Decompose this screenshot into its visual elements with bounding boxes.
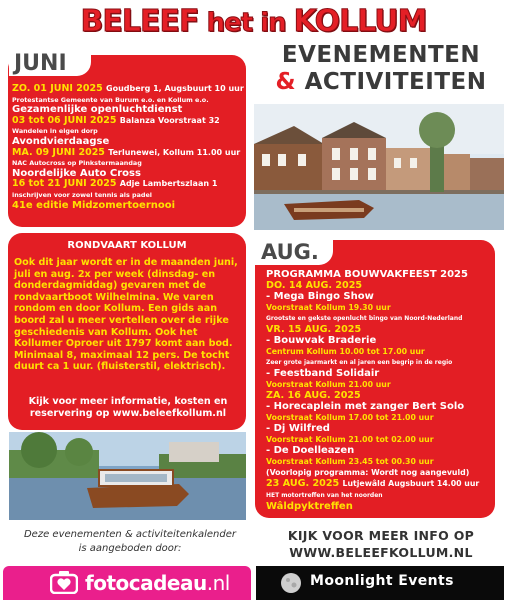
subtitle-line1: EVENEMENTEN xyxy=(281,42,481,68)
last-event-line xyxy=(266,478,494,490)
event-note: Protestantse Gemeente van Burum e.o. en Kollum e.o. xyxy=(12,95,209,104)
event-name: - De Doelleazen xyxy=(266,445,355,456)
event-name: - Horecaplein met zanger Bert Solo xyxy=(266,401,465,412)
credit-line1: Deze evenementen & activiteitenkalender xyxy=(23,529,237,540)
june-line xyxy=(12,84,244,95)
moon-icon xyxy=(280,572,302,598)
title-beleef: BELEEF xyxy=(80,4,199,39)
rondvaart-info xyxy=(14,396,242,420)
event-place: Balanza Voorstraat 32 xyxy=(119,115,220,125)
event-name: Noordelijke Auto Cross xyxy=(12,167,141,179)
event-name: - Dj Wilfred xyxy=(266,423,330,434)
moonlight-logo-text: Moonlight Events xyxy=(310,573,454,589)
provisional-note: (Voorlopig programma: Wordt nog aangevuld) xyxy=(266,468,470,477)
june-label: JUNI xyxy=(14,51,67,76)
event-info: Voorstraat Kollum 21.00 uur xyxy=(266,380,391,389)
more-info xyxy=(256,527,506,561)
event-date: 16 tot 21 JUNI 2025 xyxy=(12,178,120,190)
event-place: Goudberg 1, Augsbuurt 10 uur xyxy=(106,84,244,93)
event-note: Grootste en gekste openlucht bingo van Noord-Nederland xyxy=(266,315,463,322)
day-date: DO. 14 AUG. 2025 xyxy=(266,280,363,291)
event-info: Voorstraat Kollum 19.30 uur xyxy=(266,303,391,312)
day-date: 23 AUG. 2025 xyxy=(266,478,343,489)
event-place: Adje Lambertszlaan 1 xyxy=(119,179,218,189)
more-info-line1: KIJK VOOR MEER INFO OP xyxy=(287,528,475,543)
june-line xyxy=(12,179,244,190)
program-title: PROGRAMMA BOUWVAKFEEST 2025 xyxy=(266,269,468,280)
june-line xyxy=(12,116,244,127)
day-date: VR. 15 AUG. 2025 xyxy=(266,324,362,335)
fotocadeau-tld: .nl xyxy=(206,571,230,595)
credit-text xyxy=(10,528,250,556)
august-events xyxy=(266,269,494,512)
event-name: - Feestband Solidair xyxy=(266,368,380,379)
title-kollum: KOLLUM xyxy=(293,4,427,39)
subtitle-activiteiten: ACTIVITEITEN xyxy=(296,69,487,95)
rondvaart-title: RONDVAART KOLLUM xyxy=(67,240,187,251)
rondvaart-info-line1: Kijk voor meer informatie, kosten en xyxy=(28,396,228,407)
rondvaart-body: Ook dit jaar wordt er in de maanden juni, juli en aug. 2x per week (dinsdag- en donderdagmiddag) gevaren met de rondvaartboot Wilhelmina. We varen rondom en door Kollum. Een gids aan boord zal u meer vertellen over de rijke geschiedenis van Kollum. Ook het Kollumer Oproer uit 1797 komt aan bod. Minimaal 8, maximaal 12 pers. De tocht duurt ca 1 uur. (fluisterstil, elektrisch). xyxy=(14,257,238,373)
subtitle-amp: & xyxy=(275,69,297,95)
event-place: Terlunewei, Kollum 11.00 uur xyxy=(108,147,241,157)
june-events xyxy=(12,84,244,211)
event-date: 03 tot 06 JUNI 2025 xyxy=(12,114,120,126)
subtitle-events xyxy=(256,42,506,96)
event-name: Avondvierdaagse xyxy=(12,135,110,147)
fotocadeau-logo-text xyxy=(85,571,230,595)
june-line xyxy=(12,148,244,159)
august-label: AUG. xyxy=(261,240,319,264)
event-name: 41e editie Midzomertoernooi xyxy=(12,199,176,211)
subtitle-line2 xyxy=(256,69,506,96)
rondvaart-info-line2[interactable]: reservering op www.beleefkollum.nl xyxy=(29,408,227,419)
day-date: ZA. 16 AUG. 2025 xyxy=(266,390,361,401)
event-name: - Mega Bingo Show xyxy=(266,291,374,302)
page-title xyxy=(0,2,507,43)
event-date: ZO. 01 JUNI 2025 xyxy=(12,83,106,94)
event-name: - Bouwvak Braderie xyxy=(266,335,377,346)
event-place: Lutjewâld Augsbuurt 14.00 uur xyxy=(342,479,480,488)
event-name: Wâldpyktreffen xyxy=(266,501,353,512)
event-info: Voorstraat Kollum 21.00 tot 02.00 uur xyxy=(266,435,434,444)
event-name: Gezamenlijke openluchtdienst xyxy=(12,104,183,116)
event-note: Wandelen in eigen dorp xyxy=(12,127,98,136)
event-note: HET motortreffen van het noorden xyxy=(266,492,383,499)
rondvaart-boat-photo xyxy=(9,432,246,520)
event-note: inschrijven voor zowel tennis als padel xyxy=(12,190,153,199)
event-info: Centrum Kollum 10.00 tot 17.00 uur xyxy=(266,347,425,356)
credit-line2: is aangeboden door: xyxy=(78,543,182,554)
title-het-in: het in xyxy=(198,8,294,38)
fotocadeau-name: fotocadeau xyxy=(85,571,207,595)
event-info: Voorstraat Kollum 17.00 tot 21.00 uur xyxy=(266,413,434,422)
event-note: Zeer grote jaarmarkt en al jaren een begrip in de regio xyxy=(266,359,453,366)
event-info: Voorstraat Kollum 23.45 tot 00.30 uur xyxy=(266,457,434,466)
camera-heart-icon xyxy=(50,570,78,598)
event-date: MA. 09 JUNI 2025 xyxy=(12,146,109,158)
more-info-url[interactable]: WWW.BELEEFKOLLUM.NL xyxy=(289,545,473,560)
kollum-canal-photo xyxy=(254,104,504,230)
event-note: NAC Autocross op Pinkstermaandag xyxy=(12,159,142,168)
